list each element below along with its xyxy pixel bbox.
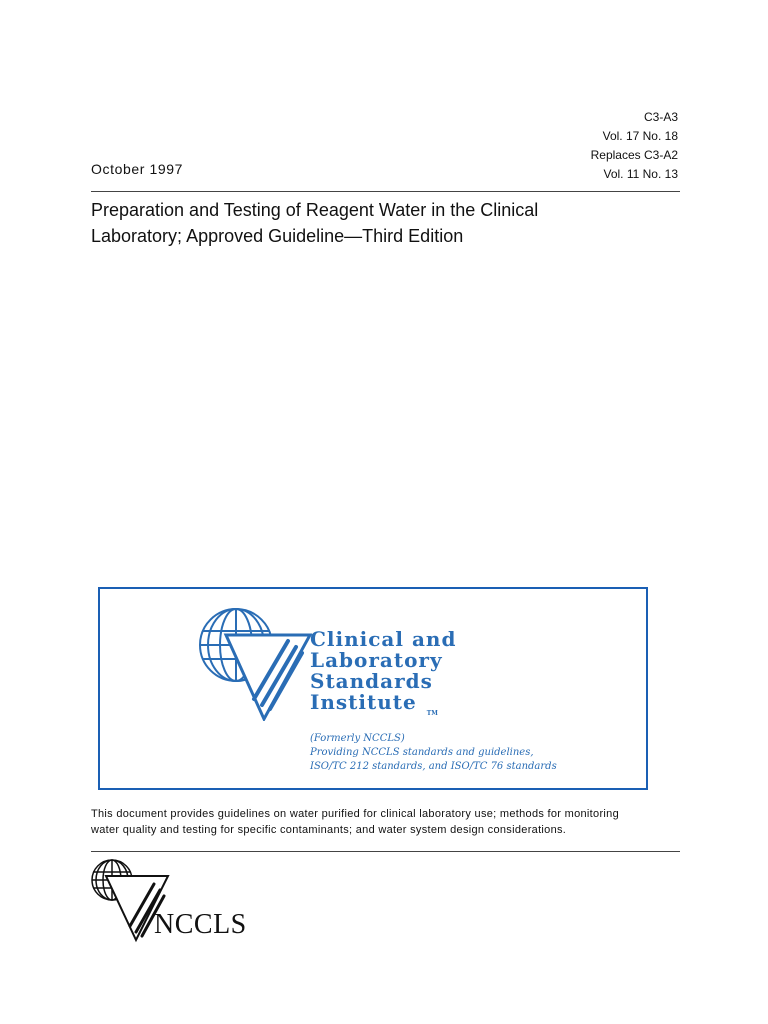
formerly-line-1: (Formerly NCCLS) <box>310 733 405 744</box>
summary-line-1: This document provides guidelines on water purified for clinical laboratory use; methods for monitoring <box>91 808 619 820</box>
title-line-2: Laboratory; Approved Guideline—Third Edition <box>91 226 464 246</box>
replaces-code: Replaces C3-A2 <box>590 148 678 162</box>
clsi-name-line-1: Clinical and <box>310 627 457 651</box>
trademark-mark: TM <box>426 710 438 717</box>
clsi-wordmark <box>310 629 456 718</box>
volume-number: Vol. 17 No. 18 <box>602 129 678 143</box>
publication-date: October 1997 <box>91 161 184 177</box>
document-title <box>91 197 691 249</box>
clsi-name-line-2: Laboratory <box>310 648 443 672</box>
clsi-logo-panel <box>98 587 648 790</box>
document-identifiers <box>591 108 678 184</box>
replaces-volume: Vol. 11 No. 13 <box>603 167 678 181</box>
bottom-divider <box>91 851 680 852</box>
summary-line-2: water quality and testing for specific contaminants; and water system design considerations. <box>91 824 567 836</box>
document-summary <box>91 806 691 838</box>
formerly-line-2: Providing NCCLS standards and guidelines, <box>310 747 534 758</box>
clsi-name-line-3: Standards <box>310 669 433 693</box>
nccls-wordmark: NCCLS <box>154 909 247 940</box>
clsi-globe-emblem-icon <box>192 601 312 721</box>
title-line-1: Preparation and Testing of Reagent Water in the Clinical <box>91 200 539 220</box>
formerly-line-3: ISO/TC 212 standards, and ISO/TC 76 standards <box>310 761 557 772</box>
top-divider <box>91 191 680 192</box>
clsi-formerly-note <box>310 732 557 774</box>
document-code: C3-A3 <box>643 110 678 124</box>
clsi-name-line-4: Institute $_{TM}$ <box>310 690 438 717</box>
